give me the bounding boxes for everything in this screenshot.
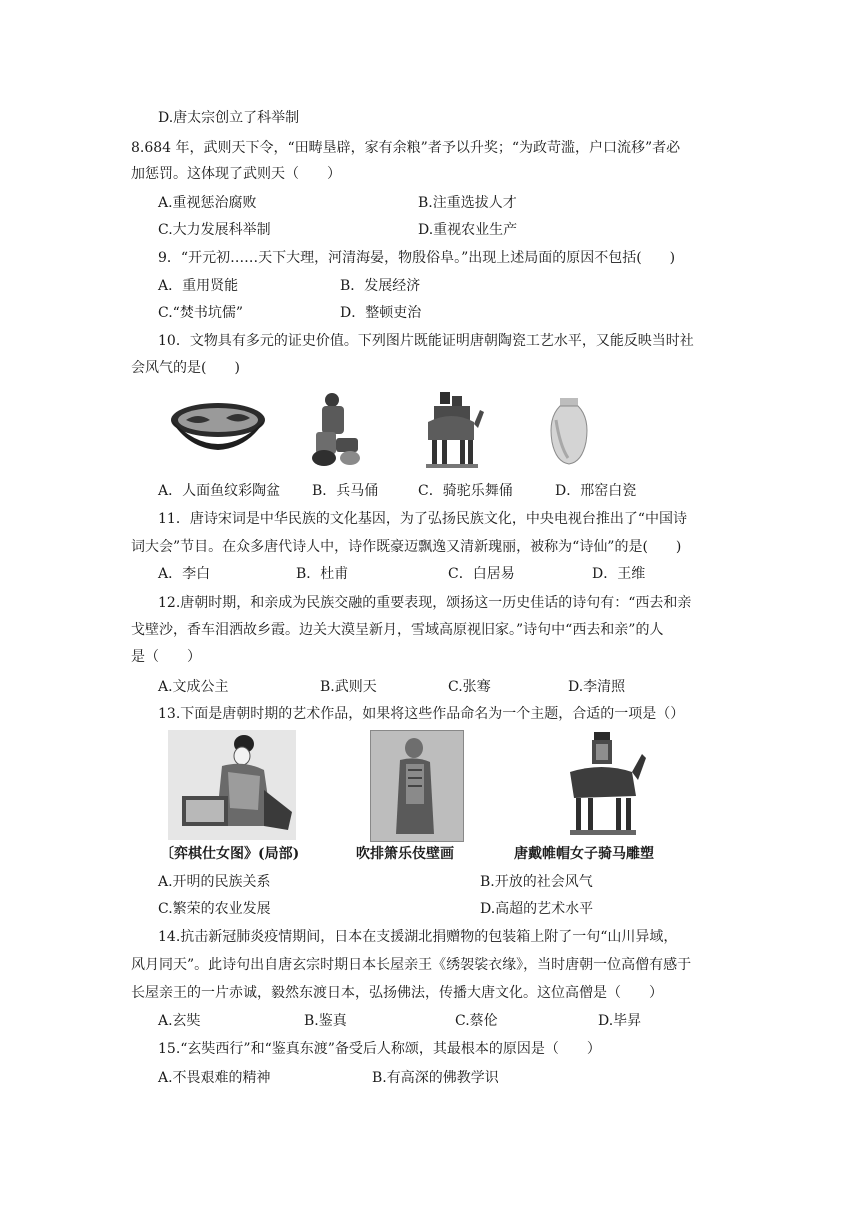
q12-option-d: D.李清照 (568, 679, 626, 695)
q13-option-d: D.高超的艺术水平 (480, 901, 594, 917)
q15-stem-line1: 15.“玄奘西行”和“鉴真东渡”备受后人称颂，其最根本的原因是（ ） (158, 1041, 601, 1057)
q8-stem-line1: 8.684 年，武则天下令，“田畴垦辟，家有余粮”者予以升奖；“为政苛滥，户口流移”者必 (131, 140, 681, 156)
q15-option-b: B.有高深的佛教学识 (372, 1070, 499, 1086)
q15-option-a: A.不畏艰难的精神 (158, 1070, 271, 1086)
q13-stem-line1: 13.下面是唐朝时期的艺术作品，如果将这些作品命名为一个主题，合适的一项是（） (158, 706, 685, 722)
q9-option-d: D．整顿吏治 (340, 305, 422, 321)
q12-stem-line1: 12.唐朝时期，和亲成为民族交融的重要表现，颂扬这一历史佳话的诗句有：“西去和亲 (158, 595, 692, 611)
q8-option-d: D.重视农业生产 (418, 222, 518, 238)
q10-stem-line1: 10．文物具有多元的证史价值。下列图片既能证明唐朝陶瓷工艺水平，又能反映当时社 (158, 333, 694, 349)
camel-musicians-figurine-image (418, 388, 484, 470)
q11-option-b: B．杜甫 (296, 566, 349, 582)
q13-caption-3: 唐戴帷帽女子骑马雕塑 (514, 846, 654, 862)
xing-kiln-white-porcelain-image (546, 396, 592, 466)
q14-option-b: B.鉴真 (304, 1013, 347, 1029)
q7-option-d: D.唐太宗创立了科举制 (158, 110, 300, 126)
q13-caption-1: 〔弈棋仕女图》(局部) (160, 846, 300, 862)
q10-option-d: D．邢窑白瓷 (555, 483, 637, 499)
q8-option-a: A.重视惩治腐败 (158, 195, 257, 211)
q14-option-a: A.玄奘 (158, 1013, 201, 1029)
q14-option-c: C.蔡伦 (455, 1013, 498, 1029)
q10-option-b: B．兵马俑 (312, 483, 379, 499)
q13-option-a: A.开明的民族关系 (158, 874, 271, 890)
q10-option-c: C．骑驼乐舞俑 (418, 483, 513, 499)
q12-stem-line3: 是（ ） (131, 649, 201, 665)
q11-stem-line2: 词大会”节目。在众多唐代诗人中，诗作既豪迈飘逸又清新瑰丽，被称为“诗仙”的是( ) (131, 539, 682, 555)
q11-stem-line1: 11．唐诗宋词是中华民族的文化基因，为了弘扬民族文化，中央电视台推出了“中国诗 (158, 511, 687, 527)
q12-option-c: C.张骞 (448, 679, 491, 695)
q10-option-a: A．人面鱼纹彩陶盆 (158, 483, 281, 499)
q14-stem-line2: 风月同天”。此诗句出自唐玄宗时期日本长屋亲王《绣袈裟衣缘》，当时唐朝一位高僧有感于 (131, 957, 692, 973)
veiled-hat-woman-on-horse-sculpture-image (562, 728, 646, 840)
painted-pottery-basin-image (168, 398, 268, 460)
q8-option-c: C.大力发展科举制 (158, 222, 271, 238)
q9-option-a: A．重用贤能 (158, 278, 239, 294)
q12-stem-line2: 戈壁沙，香车泪洒故乡霞。边关大漠呈新月，雪域高原视旧家。”诗句中“西去和亲”的人 (131, 622, 664, 638)
q12-option-b: B.武则天 (320, 679, 377, 695)
q11-option-a: A．李白 (158, 566, 211, 582)
weiqi-court-lady-painting-image (168, 730, 296, 840)
q8-option-b: B.注重选拔人才 (418, 195, 517, 211)
q9-stem-line1: 9．“开元初……天下大理，河清海晏，物殷俗阜。”出现上述局面的原因不包括( ) (158, 250, 676, 266)
q14-stem-line1: 14.抗击新冠肺炎疫情期间，日本在支援湖北捐赠物的包装箱上附了一句“山川异域， (158, 929, 678, 945)
q10-stem-line2: 会风气的是( ) (131, 360, 240, 376)
q11-option-c: C．白居易 (448, 566, 515, 582)
q12-option-a: A.文成公主 (158, 679, 229, 695)
q14-stem-line3: 长屋亲王的一片赤诚，毅然东渡日本，弘扬佛法，传播大唐文化。这位高僧是（ ） (131, 985, 663, 1001)
q8-stem-line2: 加惩罚。这体现了武则天（ ） (131, 166, 341, 182)
q13-caption-2: 吹排箫乐伎壁画 (356, 846, 454, 862)
q14-option-d: D.毕昇 (598, 1013, 642, 1029)
q9-option-b: B．发展经济 (340, 278, 421, 294)
q9-option-c: C.“焚书坑儒” (158, 305, 243, 321)
q13-option-c: C.繁荣的农业发展 (158, 901, 271, 917)
panpipe-musician-mural-image (370, 730, 464, 842)
terracotta-warrior-image (302, 392, 366, 470)
q11-option-d: D．王维 (592, 566, 646, 582)
q13-option-b: B.开放的社会风气 (480, 874, 593, 890)
